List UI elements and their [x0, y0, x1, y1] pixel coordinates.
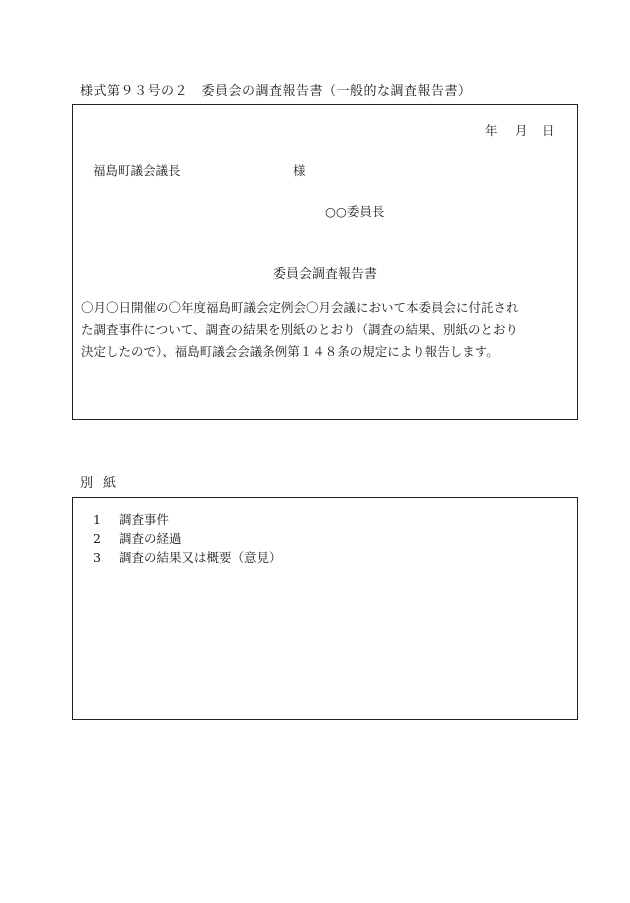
- report-box: [72, 104, 578, 420]
- report-body-line: 〇月〇日開催の〇年度福島町議会定例会〇月会議において本委員会に付託され: [81, 300, 519, 315]
- document-heading: 委員会調査報告書: [272, 267, 377, 282]
- report-body-line: た調査事件について、調査の結果を別紙のとおり（調査の結果、別紙のとおり: [81, 322, 519, 337]
- item-number: 3: [93, 550, 101, 565]
- form-title: 様式第９３号の２ 委員会の調査報告書（一般的な調査報告書）: [80, 84, 472, 99]
- list-item: [93, 510, 282, 529]
- honorific: 様: [293, 163, 306, 178]
- attachment-label: 別紙: [80, 476, 127, 491]
- list-item: [93, 548, 282, 567]
- attachment-box: [72, 497, 578, 720]
- attachment-item-list: [93, 510, 282, 567]
- sender: ○○委員長: [325, 204, 385, 219]
- item-text: 調査の経過: [119, 531, 182, 546]
- item-text: 調査の結果又は概要（意見）: [119, 550, 282, 565]
- item-number: 2: [93, 531, 101, 546]
- addressee: 福島町議会議長: [93, 163, 181, 178]
- item-number: 1: [93, 512, 101, 527]
- item-text: 調査事件: [119, 512, 170, 527]
- list-item: [93, 529, 282, 548]
- date-day-label: 日: [542, 123, 555, 138]
- date-year-label: 年: [485, 123, 498, 138]
- report-body-line: 決定したので）、福島町議会会議条例第１４８条の規定により報告します。: [81, 344, 499, 359]
- report-body: [81, 297, 573, 363]
- date-month-label: 月: [515, 123, 528, 138]
